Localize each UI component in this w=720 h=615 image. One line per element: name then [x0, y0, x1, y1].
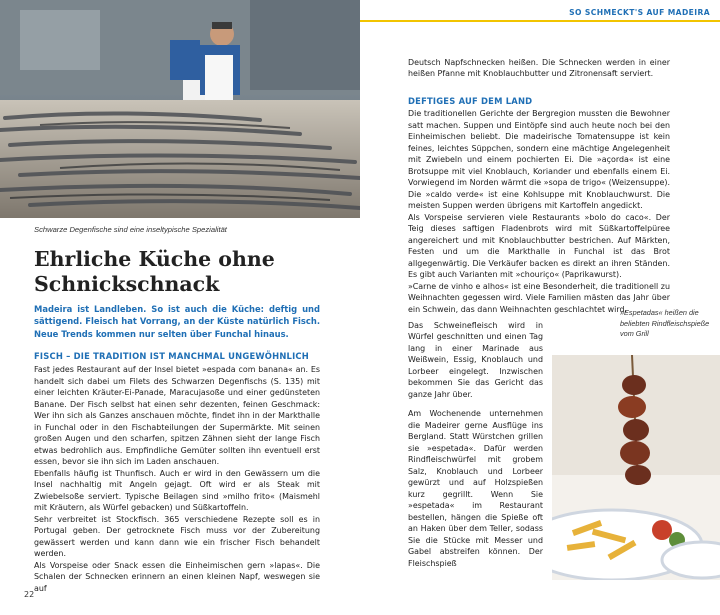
- intro-text: Madeira ist Landleben. So ist auch die Küche: deftig und sättigend. Fleisch hat Vorrang, an der Küste natürlich Fisch. Neue Trends kommen nur selten über Funchal hinaus.: [34, 304, 320, 339]
- body-column-left: [34, 364, 320, 594]
- photo-fish-market: [0, 0, 360, 218]
- section-heading-fish: FISCH – DIE TRADITION IST MANCHMAL UNGEWÖHNLICH: [34, 351, 309, 361]
- title-line-1: Ehrliche Küche ohne: [34, 247, 275, 271]
- body-column-right: [408, 108, 670, 315]
- paragraph: Als Vorspeise servieren viele Restaurants »bolo do caco«. Der Teig dieses saftigen Fladenbrots wird mit Süßkartoffelpüree angereichert und mit Knoblauchbutter bestrichen. Auf Märkten, Festen und um die Markthalle in Funchal ist das Brot allgegenwärtig. Die Verkäufer backen es direkt an ihren Ständen. Es gibt auch Varianten mit »chouriço« (Paprikawurst).: [408, 212, 670, 279]
- paragraph: Deutsch Napfschnecken heißen. Die Schnecken werden in einer heißen Pfanne mit Knoblauchbutter und Zitronensaft serviert.: [408, 57, 670, 79]
- photo-caption-espetada: »Espetadas« heißen die beliebten Rindfleischspieße vom Grill: [620, 308, 710, 338]
- paragraph: Fast jedes Restaurant auf der Insel bietet »espada com banana« an. Es handelt sich dabei um Filets des Schwarzen Degenfischs (S. 135) mit einer leichten Kräuter-Ei-Panade, Maracujasoße und einer gedünsteten Banane. Der Fisch selbst hat einen sehr dezenten, feinen Geschmack: Wer ihn sich als Ganzes anschauen möchte, findet ihn in der Markthalle in Funchal oder in den Fischabteilungen der Supermärkte. Mit seinen großen Augen und den scharfen, spitzen Zähnen sieht der lange Fisch etwas bedrohlich aus. Empfindliche Gemüter sollten ihn eventuell erst essen, bevor sie ihn sich im Laden anschauen.: [34, 365, 320, 466]
- page-number: 22: [24, 590, 35, 599]
- running-header: SO SCHMECKT'S AUF MADEIRA: [569, 8, 710, 17]
- section-heading-country: DEFTIGES AUF DEM LAND: [408, 96, 533, 106]
- continuation-paragraph: [408, 49, 670, 88]
- paragraph: Die traditionellen Gerichte der Bergregion mussten die Bewohner satt machen. Suppen und Eintöpfe sind auch heute noch bei den Einheimischen beliebt. Die madeirische Tomatensuppe ist kein feines, leichtes Süppchen, sondern eine mächtige Angelegenheit mit Zwiebeln und einem pochierten Ei. Die »açorda« ist eine Brotsuppe mit viel Knoblauch, Koriander und ebenfalls einem Ei. Vorwiegend im Norden wärmt die »sopa de trigo« (Weizensuppe). Die »caldo verde« ist eine Kohlsuppe mit Knoblauchwurst. Die meisten Suppen werden übrigens mit Kartoffeln angedickt.: [408, 109, 670, 210]
- paragraph: »Carne de vinho e alhos« ist eine Besonderheit, die traditionell zu Weihnachten gegessen wird. Viele Familien mästen das Jahr über ein Schwein, das dann Weihnachten geschlachtet wird.: [408, 281, 670, 314]
- title-line-2: Schnickschnack: [34, 272, 220, 296]
- paragraph: Als Vorspeise oder Snack essen die Einheimischen gern »lapas«. Die Schalen der Schnecken erinnern an einen kleinen Napf, weswegen sie auf: [34, 560, 320, 593]
- paragraph: Am Wochenende unternehmen die Madeirer gerne Ausflüge ins Bergland. Statt Würstchen grillen sie »espetada«. Dafür werden Rindfleischwürfel mit grobem Salz, Knoblauch und Lorbeer gewürzt und auf Holzspießen kurz gegrillt. Wenn Sie »espetada« im Restaurant bestellen, hängen die Spieße oft an Haken über dem Teller, sodass Sie die Stücke mit Messer und Gabel abstreifen können. Der Fleischspieß: [408, 409, 543, 568]
- article-title: [34, 247, 354, 297]
- body-column-narrow: [408, 312, 543, 577]
- right-page: [360, 0, 720, 615]
- photo-espetada: [552, 355, 720, 580]
- paragraph: Ebenfalls häufig ist Thunfisch. Auch er wird in den Gewässern um die Insel nachhaltig mit Angeln gejagt. Oft wird er als Steak mit Zwiebelsoße serviert. Typische Beilagen sind »milho frito« (Maismehl mit Kräutern, als Würfel gebacken) und Süßkartoffeln.: [34, 468, 320, 512]
- photo-caption: Schwarze Degenfische sind eine inseltypische Spezialität: [34, 225, 227, 234]
- paragraph: Sehr verbreitet ist Stockfisch. 365 verschiedene Rezepte soll es in Portugal geben. Der getrocknete Fisch muss vor der Zubereitung gewässert werden und kann dann wie ein frischer Fisch behandelt werden.: [34, 514, 320, 558]
- paragraph: Das Schweinefleisch wird in Würfel geschnitten und einen Tag lang in einer Marinade aus Weißwein, Essig, Knoblauch und Lorbeer eingelegt. Inzwischen bekommen Sie das Gericht das ganze Jahr über.: [408, 320, 543, 399]
- header-rule: [360, 20, 720, 22]
